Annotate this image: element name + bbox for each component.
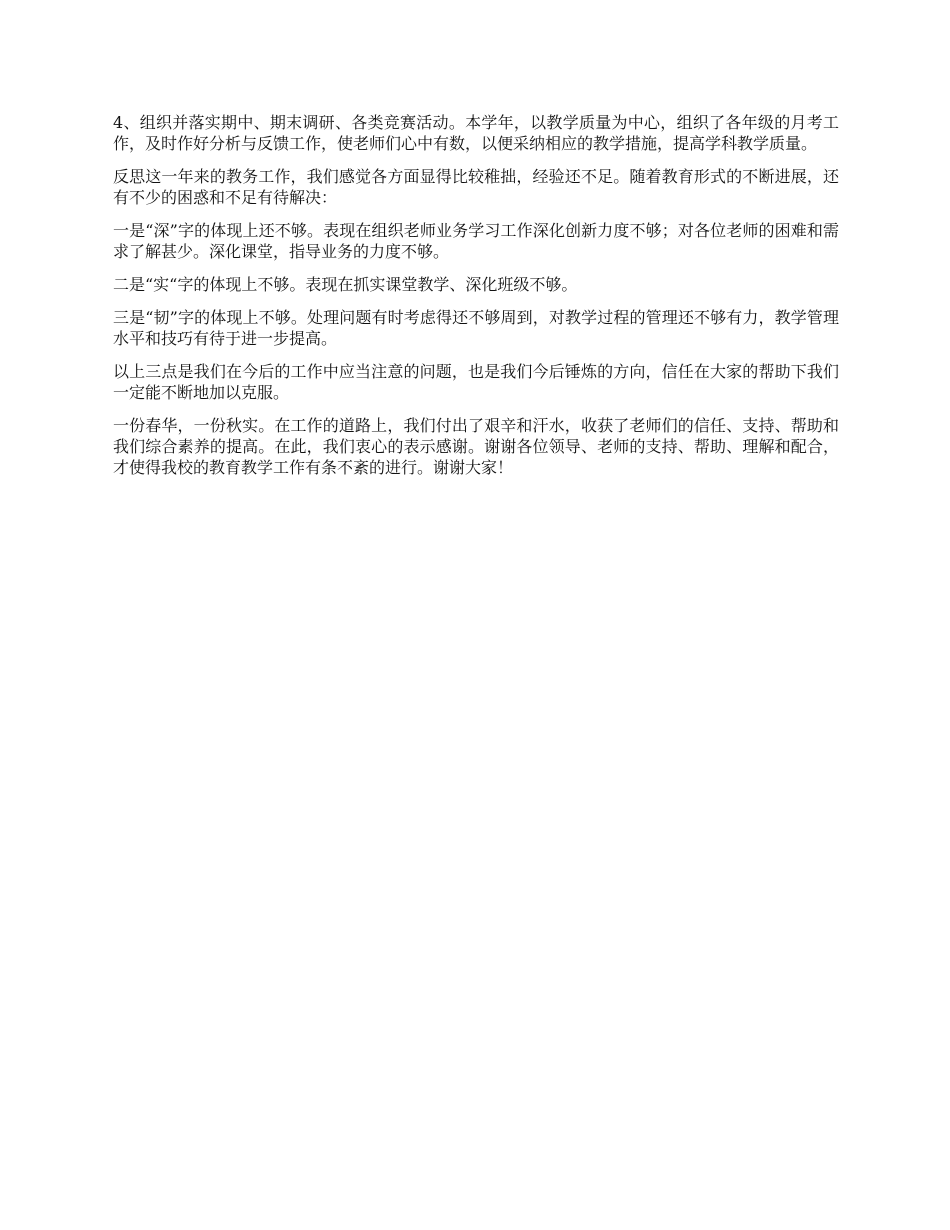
paragraph-exam-organization: 4、组织并落实期中、期末调研、各类竞赛活动。本学年，以教学质量为中心，组织了各年级的月考工作，及时作好分析与反馈工作，使老师们心中有数，以便采纳相应的教学措施，提高学科教学质量。 (113, 113, 839, 153)
document-body (113, 112, 839, 490)
paragraph-point-depth: 一是“深”字的体现上还不够。表现在组织老师业务学习工作深化创新力度不够；对各位老师的困难和需求了解甚少。深化课堂，指导业务的力度不够。 (113, 221, 839, 261)
paragraph-thanks: 一份春华，一份秋实。在工作的道路上，我们付出了艰辛和汗水，收获了老师们的信任、支持、帮助和我们综合素养的提高。在此，我们衷心的表示感谢。谢谢各位领导、老师的支持、帮助、理解和配合，才使得我校的教育教学工作有条不紊的进行。谢谢大家！ (113, 416, 839, 477)
paragraph-summary: 以上三点是我们在今后的工作中应当注意的问题，也是我们今后锤炼的方向，信任在大家的帮助下我们一定能不断地加以克服。 (113, 362, 839, 402)
paragraph-point-solid: 二是“实“字的体现上不够。表现在抓实课堂教学、深化班级不够。 (113, 275, 578, 294)
paragraph-reflection: 反思这一年来的教务工作，我们感觉各方面显得比较稚拙，经验还不足。随着教育形式的不断进展，还有不少的困惑和不足有待解决： (113, 167, 839, 207)
paragraph-point-tenacity: 三是“韧”字的体现上不够。处理问题有时考虑得还不够周到，对教学过程的管理还不够有力，教学管理水平和技巧有待于进一步提高。 (113, 308, 839, 348)
